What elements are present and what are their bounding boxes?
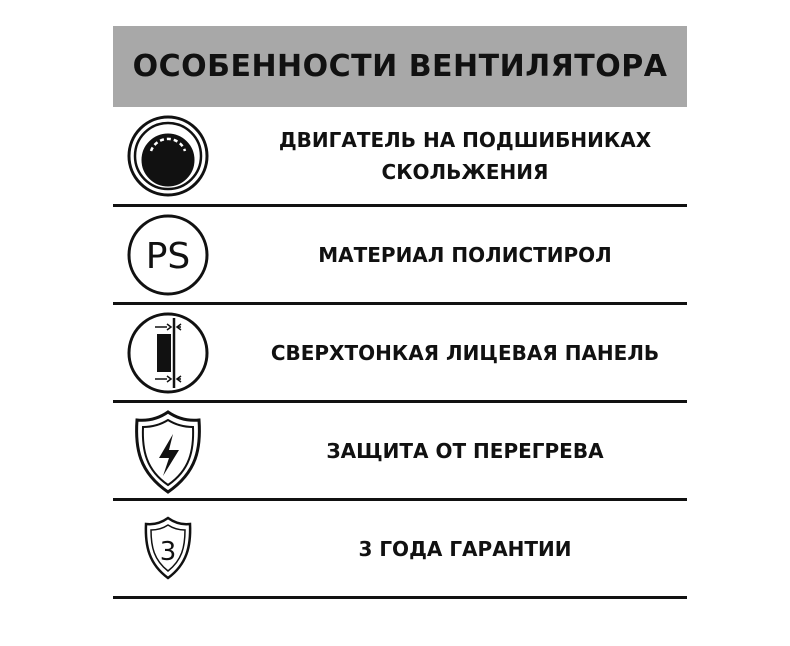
feature-row bbox=[113, 207, 687, 305]
bearing-icon bbox=[125, 113, 211, 199]
feature-label: ЗАЩИТА ОТ ПЕРЕГРЕВА bbox=[326, 438, 604, 463]
feature-label: СВЕРХТОНКАЯ ЛИЦЕВАЯ ПАНЕЛЬ bbox=[270, 340, 660, 365]
feature-label: 3 ГОДА ГАРАНТИИ bbox=[358, 536, 572, 561]
shield-lightning-icon bbox=[125, 408, 211, 494]
feature-row bbox=[113, 501, 687, 599]
feature-row bbox=[113, 403, 687, 501]
feature-label: ДВИГАТЕЛЬ НА ПОДШИБНИКАХ СКОЛЬЖЕНИЯ bbox=[278, 127, 652, 184]
feature-label: МАТЕРИАЛ ПОЛИСТИРОЛ bbox=[318, 242, 612, 267]
page-title: ОСОБЕННОСТИ ВЕНТИЛЯТОРА bbox=[132, 49, 668, 84]
shield-warranty-icon bbox=[125, 506, 211, 592]
header-bar bbox=[113, 26, 687, 107]
warranty-number: 3 bbox=[159, 536, 177, 567]
thin-panel-icon bbox=[125, 310, 211, 396]
ps-material-icon bbox=[125, 212, 211, 298]
features-panel bbox=[113, 26, 687, 599]
feature-row bbox=[113, 305, 687, 403]
feature-row bbox=[113, 107, 687, 207]
ps-text: PS bbox=[145, 235, 191, 277]
